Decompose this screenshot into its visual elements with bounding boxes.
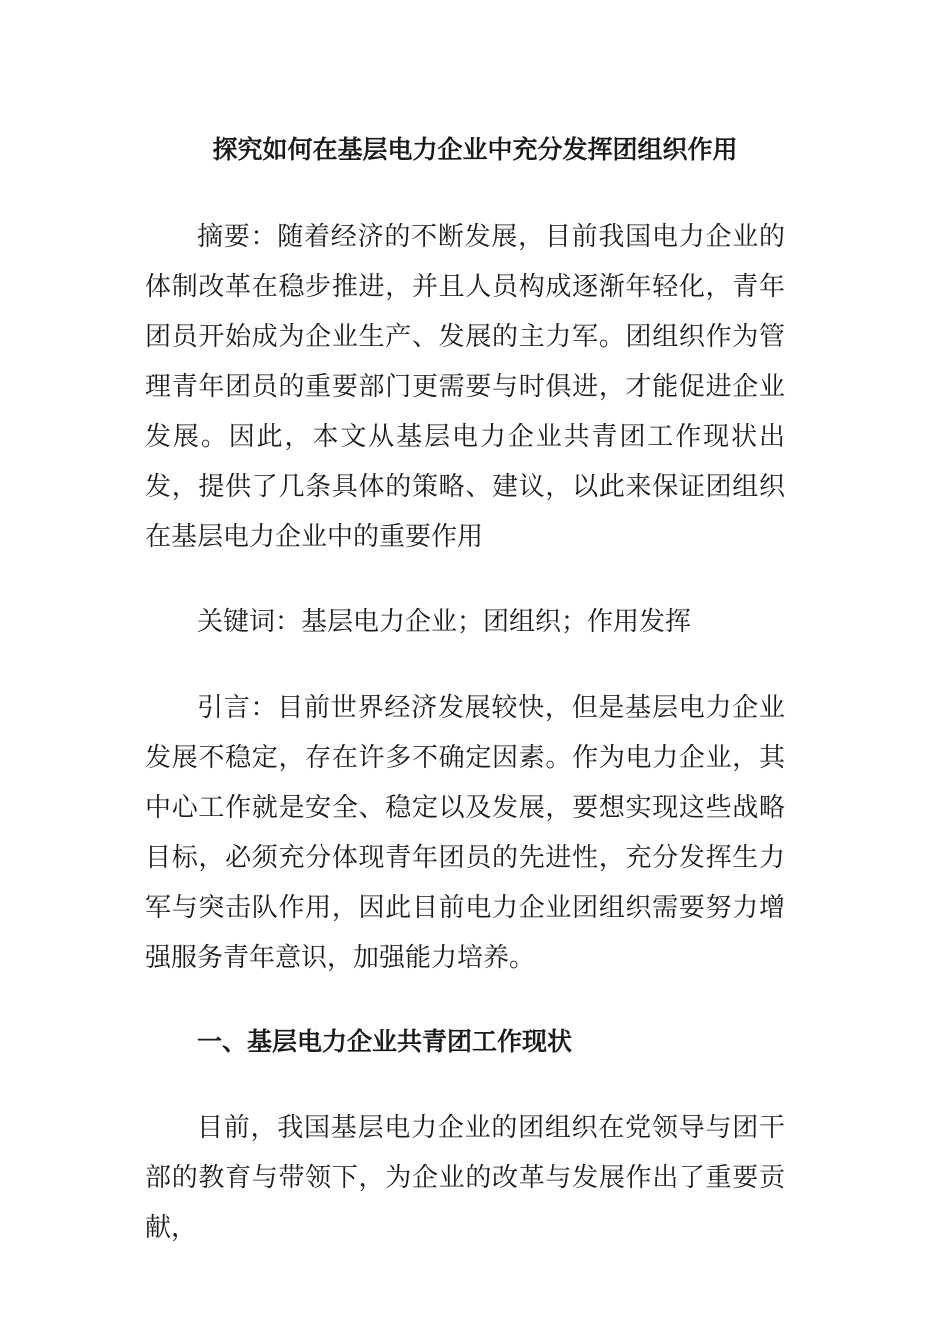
section-paragraph: 目前，我国基层电力企业的团组织在党领导与团干部的教育与带领下，为企业的改革与发展作出了重要贡献，	[145, 1113, 785, 1243]
section-heading: 一、基层电力企业共青团工作现状	[197, 1027, 573, 1056]
document-title: 探究如何在基层电力企业中充分发挥团组织作用	[212, 135, 738, 164]
abstract-paragraph: 摘要：随着经济的不断发展，目前我国电力企业的体制改革在稳步推进，并且人员构成逐渐年轻化，青年团员开始成为企业生产、发展的主力军。团组织作为管理青年团员的重要部门更需要与时俱进，才能促进企业发展。因此，本文从基层电力企业共青团工作现状出发，提供了几条具体的策略、建议，以此来保证团组织在基层电力企业中的重要作用	[145, 222, 785, 552]
introduction-paragraph: 引言：目前世界经济发展较快，但是基层电力企业发展不稳定，存在许多不确定因素。作为电力企业，其中心工作就是安全、稳定以及发展，要想实现这些战略目标，必须充分体现青年团员的先进性，充分发挥生力军与突击队作用，因此目前电力企业团组织需要努力增强服务青年意识，加强能力培养。	[145, 693, 785, 973]
keywords-paragraph: 关键词：基层电力企业；团组织；作用发挥	[197, 607, 692, 637]
